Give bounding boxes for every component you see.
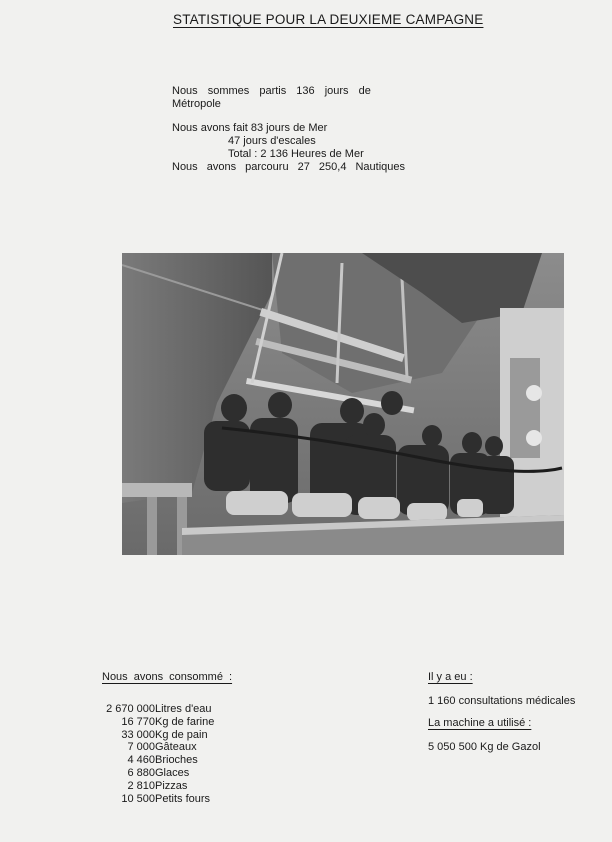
list-item: 6 880 Glaces — [127, 766, 190, 779]
consumption-heading: Nous avons consommé : — [102, 671, 233, 683]
list-item: 33 000 Kg de pain — [121, 728, 208, 741]
crew-photo — [122, 253, 564, 555]
stat-days-departed: Nous sommes partis 136 jours de — [172, 85, 371, 97]
stat-days-port: 47 jours d'escales — [228, 135, 316, 147]
fuel-used: 5 050 500 Kg de Gazol — [428, 741, 541, 753]
stat-days-at-sea: Nous avons fait 83 jours de Mer — [172, 122, 328, 134]
list-item: 10 500 Petits fours — [121, 792, 211, 805]
list-item: 2 670 000 Litres d'eau — [106, 703, 212, 715]
list-item: 16 770 Kg de farine — [121, 715, 215, 728]
voyage-stats — [172, 85, 405, 174]
medical-consultations: 1 160 consultations médicales — [428, 695, 576, 707]
stat-distance: Nous avons parcouru 27 250,4 Nautiques — [172, 161, 406, 173]
medical-heading: Il y a eu : — [428, 671, 473, 683]
consumption-list — [102, 703, 232, 805]
list-item: 7 000 Gâteaux — [127, 741, 197, 754]
stat-total-hours: Total : 2 136 Heures de Mer — [228, 148, 364, 160]
medical-fuel-section — [428, 671, 575, 753]
list-item: 4 460 Brioches — [127, 754, 198, 767]
page-title: STATISTIQUE POUR LA DEUXIEME CAMPAGNE — [173, 12, 484, 27]
stat-metropole: Métropole — [172, 98, 221, 110]
list-item: 2 810 Pizzas — [127, 779, 188, 792]
consumption-section — [102, 671, 232, 805]
fuel-heading: La machine a utilisé : — [428, 717, 532, 729]
